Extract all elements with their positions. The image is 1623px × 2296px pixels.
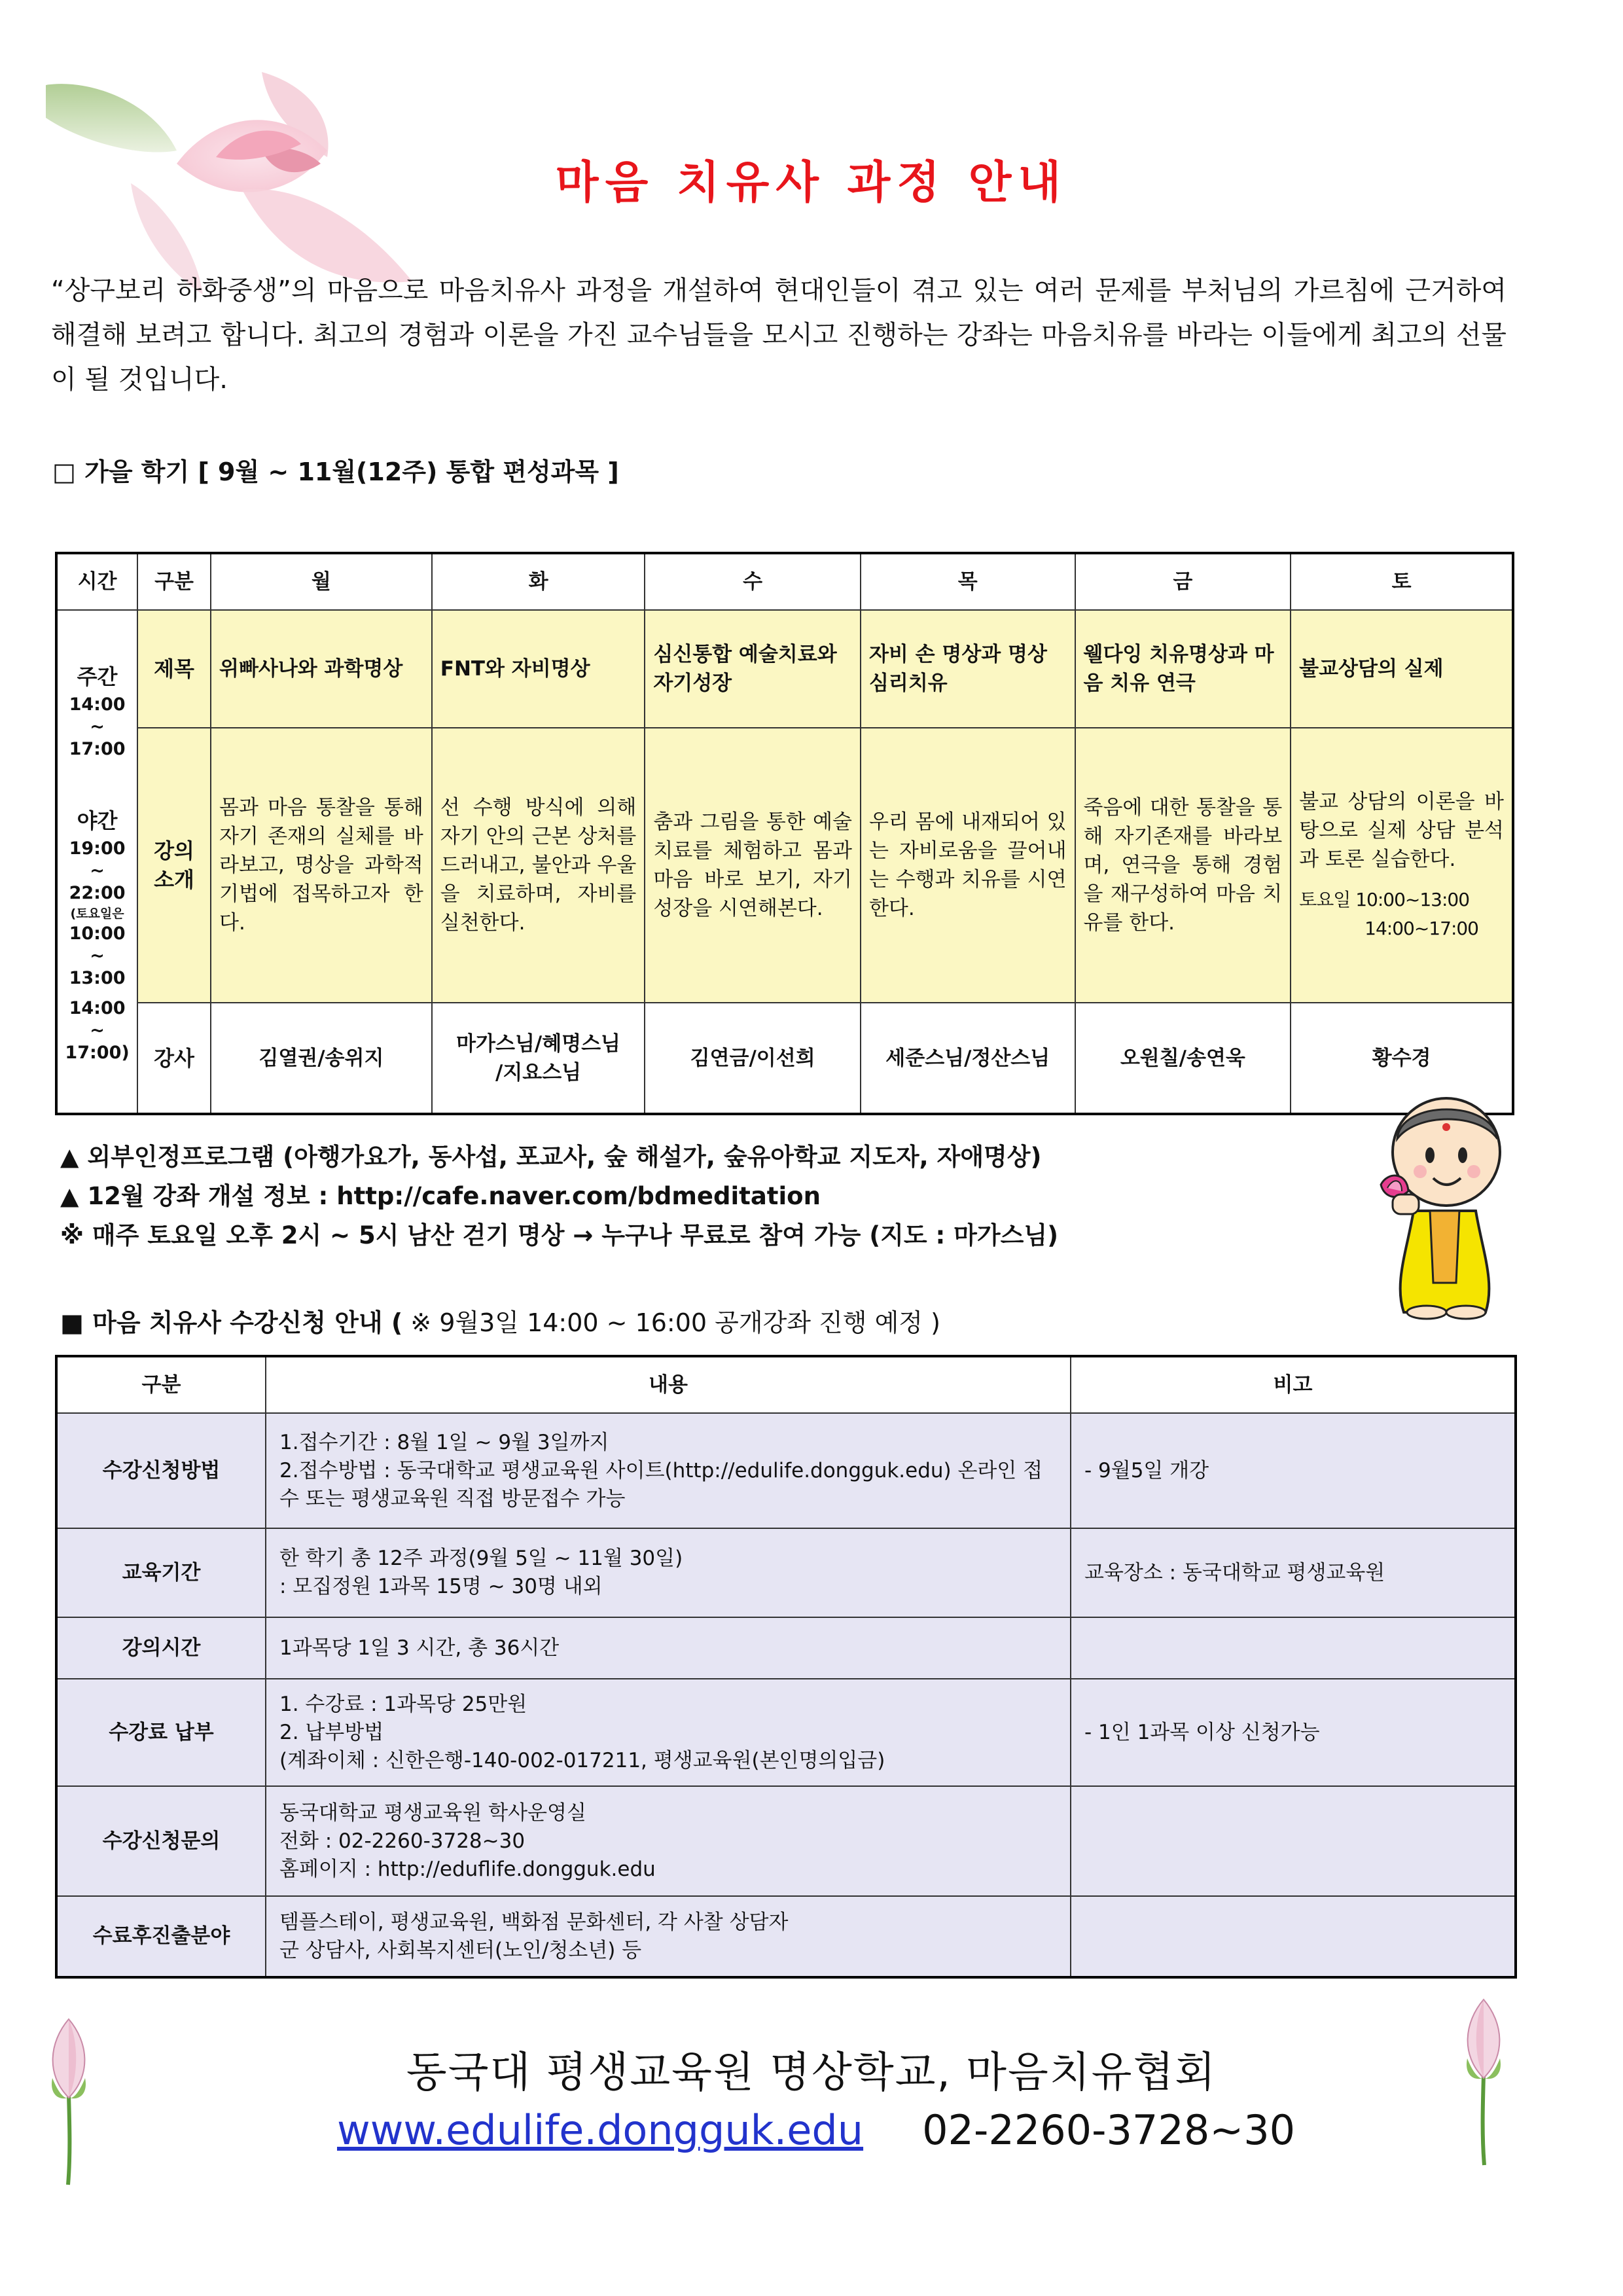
subject-thu: 자비 손 명상과 명상심리치유: [861, 610, 1075, 728]
desc-fri: 죽음에 대한 통찰을 통해 자기존재를 바라보며, 연극을 통해 경험을 재구성하여 마음 치유를 한다.: [1075, 728, 1291, 1003]
footer-organization: 동국대 평생교육원 명상학교, 마음치유협회: [406, 2049, 1217, 2097]
row-label: 강의시간: [56, 1617, 266, 1679]
row-note: - 1인 1과목 이상 신청가능: [1071, 1679, 1516, 1786]
row-content: 동국대학교 평생교육원 학사운영실 전화 : 02-2260-3728~30 홈페이지 : http://eduflife.dongguk.edu: [266, 1786, 1071, 1896]
sat2-start: 14:00: [69, 997, 126, 1018]
row-note: - 9월5일 개강: [1071, 1413, 1516, 1528]
tilde: ~: [90, 1020, 105, 1041]
day-end: 17:00: [69, 738, 126, 759]
row-content: 1과목당 1일 3 시간, 총 36시간: [266, 1617, 1071, 1679]
header-fri: 금: [1075, 553, 1291, 610]
row-label: 수강료 납부: [56, 1679, 266, 1786]
row-note: 교육장소 : 동국대학교 평생교육원: [1071, 1528, 1516, 1617]
desc-thu: 우리 몸에 내재되어 있는 자비로움을 끌어내는 수행과 치유를 시연한다.: [861, 728, 1075, 1003]
teacher-row: [56, 1003, 1513, 1114]
row-note: [1071, 1786, 1516, 1896]
table-row: [56, 1896, 1516, 1977]
teacher-label: 강사: [137, 1003, 211, 1114]
header-content: 내용: [266, 1356, 1071, 1413]
desc-sat-text: 불교 상담의 이론을 바탕으로 실제 상담 분석과 토론 실습한다.: [1299, 790, 1504, 871]
night-label: 야간: [77, 808, 118, 833]
row-note: [1071, 1896, 1516, 1977]
desc-sat-time2: 14:00~17:00: [1364, 918, 1478, 939]
note-december-info: ▲ 12월 강좌 개설 정보 : http://cafe.naver.com/bdmeditation: [60, 1182, 821, 1210]
section-heading-application-note: ※ 9월3일 14:00 ~ 16:00 공개강좌 진행 예정 ): [402, 1308, 940, 1337]
header-sat: 토: [1291, 553, 1513, 610]
subject-label: 제목: [137, 610, 211, 728]
row-note: [1071, 1617, 1516, 1679]
description-row: [56, 728, 1513, 1003]
note-external-program: ▲ 외부인정프로그램 (아행가요가, 동사섭, 포교사, 숲 해설가, 숲유아학교 지도자, 자애명상): [60, 1143, 1042, 1171]
header-remarks: 비고: [1071, 1356, 1516, 1413]
teacher-fri: 오원칠/송연욱: [1075, 1003, 1291, 1114]
header-mon: 월: [211, 553, 432, 610]
table-row: [56, 1786, 1516, 1896]
section-heading-application-title: ■ 마음 치유사 수강신청 안내 (: [60, 1308, 403, 1337]
desc-mon: 몸과 마음 통찰을 통해 자기 존재의 실체를 바라보고, 명상을 과학적 기법에 접목하고자 한다.: [211, 728, 432, 1003]
row-content: 1.접수기간 : 8월 1일 ~ 9월 3일까지 2.접수방법 : 동국대학교 평생교육원 사이트(http://edulife.dongguk.edu) 온라인 접수 또는 평생교육원 직접 방문접수 가능: [266, 1413, 1071, 1528]
footer-phone: 02-2260-3728~30: [922, 2106, 1296, 2154]
sat-label: (토요일은: [70, 906, 124, 921]
row-label: 교육기간: [56, 1528, 266, 1617]
row-label: 수강신청문의: [56, 1786, 266, 1896]
note-walking-meditation: ※ 매주 토요일 오후 2시 ~ 5시 남산 걷기 명상 → 누구나 무료로 참여 가능 (지도 : 마가스님): [60, 1221, 1059, 1249]
header-category: 구분: [137, 553, 211, 610]
header-time: 시간: [56, 553, 137, 610]
desc-sat-time1: 토요일 10:00~13:00: [1299, 889, 1470, 910]
table-row: [56, 1679, 1516, 1786]
subject-row: [56, 610, 1513, 728]
footer-contact: [337, 2106, 1295, 2154]
schedule-header-row: [56, 553, 1513, 610]
application-table: [55, 1355, 1517, 1979]
tilde: ~: [90, 716, 105, 737]
teacher-wed: 김연금/이선희: [645, 1003, 861, 1114]
tilde: ~: [90, 945, 105, 966]
day-label: 주간: [77, 664, 118, 689]
header-tue: 화: [432, 553, 645, 610]
header-wed: 수: [645, 553, 861, 610]
header-category: 구분: [56, 1356, 266, 1413]
subject-tue: FNT와 자비명상: [432, 610, 645, 728]
table-row: [56, 1528, 1516, 1617]
row-content: 1. 수강료 : 1과목당 25만원 2. 납부방법 (계좌이체 : 신한은행-140-002-017211, 평생교육원(본인명의입금): [266, 1679, 1071, 1786]
teacher-mon: 김열권/송위지: [211, 1003, 432, 1114]
schedule-table: [55, 552, 1514, 1115]
tilde: ~: [90, 860, 105, 881]
section-heading-schedule: □ 가을 학기 [ 9월 ~ 11월(12주) 통합 편성과목 ]: [52, 457, 619, 486]
sat1-end: 13:00: [69, 967, 126, 988]
subject-fri: 웰다잉 치유명상과 마음 치유 연극: [1075, 610, 1291, 728]
subject-mon: 위빠사나와 과학명상: [211, 610, 432, 728]
time-cell: [56, 610, 137, 1114]
teacher-tue: 마가스님/혜명스님 /지요스님: [432, 1003, 645, 1114]
desc-tue: 선 수행 방식에 의해 자기 안의 근본 상처를 드러내고, 불안과 우울을 치료하며, 자비를 실천한다.: [432, 728, 645, 1003]
subject-wed: 심신통합 예술치료와 자기성장: [645, 610, 861, 728]
header-thu: 목: [861, 553, 1075, 610]
description-label: 강의 소개: [137, 728, 211, 1003]
sat1-start: 10:00: [69, 923, 126, 944]
row-content: 한 학기 총 12주 과정(9월 5일 ~ 11월 30일) : 모집정원 1과목 15명 ~ 30명 내외: [266, 1528, 1071, 1617]
teacher-thu: 세준스님/정산스님: [861, 1003, 1075, 1114]
desc-wed: 춤과 그림을 통한 예술치료를 체험하고 몸과 마음 바로 보기, 자기성장을 시연해본다.: [645, 728, 861, 1003]
intro-paragraph: “상구보리 하화중생”의 마음으로 마음치유사 과정을 개설하여 현대인들이 겪고 있는 여러 문제를 부처님의 가르침에 근거하여 해결해 보려고 합니다. 최고의 경험과 이론을 가진 교수님들을 모시고 진행하는 강좌는 마음치유를 바라는 이들에게 최고의 선물이 될 것입니다.: [51, 276, 1507, 395]
night-end: 22:00: [69, 882, 126, 903]
sat2-end: 17:00): [65, 1042, 130, 1063]
day-start: 14:00: [69, 694, 126, 715]
table-row: [56, 1413, 1516, 1528]
notes-list: [60, 1138, 1058, 1255]
page-title: 마음 치유사 과정 안내: [555, 157, 1068, 209]
night-start: 19:00: [69, 838, 126, 859]
table-row: [56, 1617, 1516, 1679]
teacher-sat: 황수경: [1291, 1003, 1513, 1114]
row-label: 수강신청방법: [56, 1413, 266, 1528]
section-heading-application: [60, 1302, 940, 1338]
subject-sat: 불교상담의 실제: [1291, 610, 1513, 728]
desc-sat: [1291, 728, 1513, 1003]
row-content: 템플스테이, 평생교육원, 백화점 문화센터, 각 사찰 상담자 군 상담사, 사회복지센터(노인/청소년) 등: [266, 1896, 1071, 1977]
footer-website-link[interactable]: www.edulife.dongguk.edu: [337, 2106, 864, 2154]
application-header-row: [56, 1356, 1516, 1413]
monk-character-illustration: [1368, 1086, 1518, 1322]
row-label: 수료후진출분야: [56, 1896, 266, 1977]
